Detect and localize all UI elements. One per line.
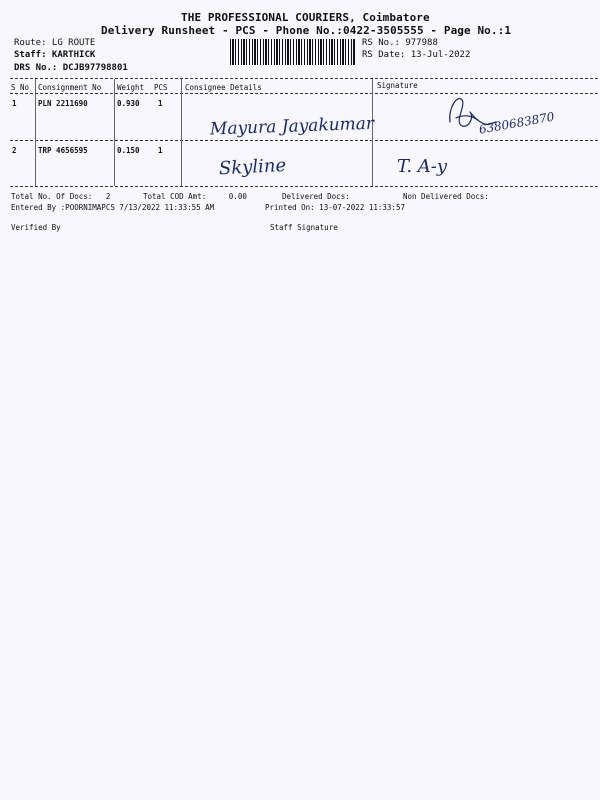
rs-date: RS Date: 13-Jul-2022 (362, 50, 471, 60)
barcode-image (230, 39, 355, 65)
col-header-weight: Weight (117, 83, 145, 92)
delivered-docs: Delivered Docs: (282, 192, 350, 201)
handwritten-signature (395, 150, 505, 182)
svg-text:Skyline: Skyline (218, 154, 287, 180)
table-bottom-rule (10, 186, 598, 187)
col-header-pcs: PCS (154, 83, 168, 92)
runsheet-subtitle: Delivery Runsheet - PCS - Phone No.:0422-3505555 - Page No.:1 (101, 24, 512, 37)
col-divider (181, 79, 182, 186)
total-cod-amount: Total COD Amt: 0.00 (143, 192, 247, 201)
row-consignment-no: TRP 4656595 (38, 146, 88, 155)
handwritten-consignee-name (200, 108, 375, 140)
svg-text:T. A-y: T. A-y (397, 156, 448, 177)
row-pcs: 1 (158, 146, 163, 155)
staff-label: Staff: KARTHICK (14, 50, 96, 60)
row-weight: 0.930 (117, 99, 140, 108)
total-docs: Total No. Of Docs: 2 (11, 192, 111, 201)
col-header-consignee: Consignee Details (185, 83, 262, 92)
non-delivered-docs: Non Delivered Docs: (403, 192, 489, 201)
col-divider (114, 79, 115, 186)
route-label: Route: LG ROUTE (14, 38, 96, 48)
table-top-rule (10, 78, 598, 79)
svg-text:6380683870: 6380683870 (477, 109, 556, 137)
row-pcs: 1 (158, 99, 163, 108)
col-header-signature: Signature (377, 81, 418, 90)
handwritten-signature (440, 92, 570, 137)
handwritten-consignee-name (215, 148, 325, 182)
col-divider (35, 79, 36, 186)
row-sno: 1 (12, 99, 17, 108)
col-header-consignment: Consignment No (38, 83, 102, 92)
verified-by-label: Verified By (11, 223, 61, 232)
entered-by: Entered By :POORNIMAPCS 7/13/2022 11:33:55 AM (11, 203, 215, 212)
row-consignment-no: PLN 2211690 (38, 99, 88, 108)
staff-signature-label: Staff Signature (270, 223, 338, 232)
row-sno: 2 (12, 146, 17, 155)
col-header-sno: S No (11, 83, 30, 92)
rs-number: RS No.: 977988 (362, 38, 438, 48)
company-title: THE PROFESSIONAL COURIERS, Coimbatore (181, 11, 430, 24)
svg-text:Mayura Jayakumar: Mayura Jayakumar (209, 113, 375, 140)
drs-number: DRS No.: DCJB97798801 (14, 63, 128, 73)
row-divider (10, 140, 598, 141)
row-weight: 0.150 (117, 146, 140, 155)
printed-on: Printed On: 13-07-2022 11:33:57 (265, 203, 405, 212)
